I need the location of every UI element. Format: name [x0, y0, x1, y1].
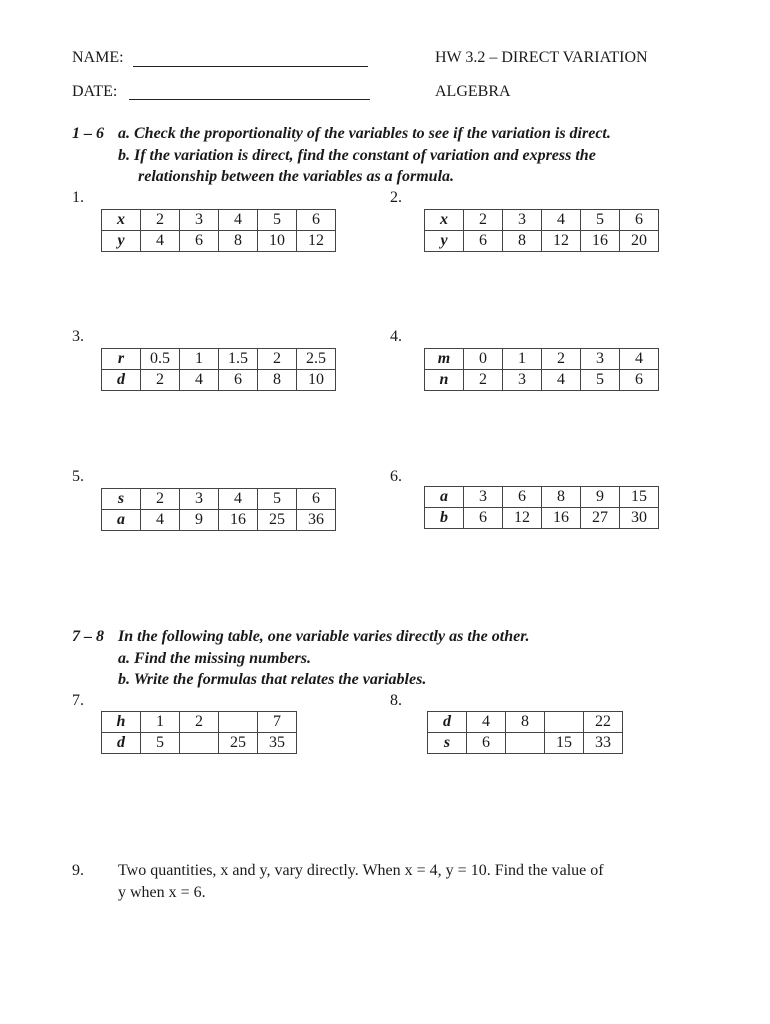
- table-cell: 25: [258, 510, 297, 531]
- table-cell: 22: [584, 712, 623, 733]
- table-cell: 4: [180, 370, 219, 391]
- table-cell: 2: [464, 370, 503, 391]
- section2-range: 7 – 8: [72, 628, 104, 645]
- table-cell: 3: [180, 210, 219, 231]
- variation-table-2: [424, 209, 659, 252]
- subject-label: ALGEBRA: [435, 83, 511, 100]
- table-cell: 4: [467, 712, 506, 733]
- variable-cell: d: [428, 712, 467, 733]
- variable-cell: r: [102, 349, 141, 370]
- table-cell: 5: [581, 370, 620, 391]
- table-cell: 4: [542, 210, 581, 231]
- table-cell: 8: [258, 370, 297, 391]
- table-cell: 9: [180, 510, 219, 531]
- table-cell: 6: [620, 370, 659, 391]
- table-cell: 3: [503, 370, 542, 391]
- variation-table-3: [101, 348, 336, 391]
- table-cell: 4: [219, 210, 258, 231]
- variable-cell: b: [425, 508, 464, 529]
- table-row: [425, 508, 659, 529]
- table-cell: 0.5: [141, 349, 180, 370]
- table-cell: 2: [464, 210, 503, 231]
- problem-number: 4.: [390, 328, 402, 345]
- table-row: [428, 733, 623, 754]
- table-cell: 2: [180, 712, 219, 733]
- variable-cell: x: [102, 210, 141, 231]
- table-row: [102, 733, 297, 754]
- table-cell: 8: [219, 231, 258, 252]
- table-cell: 2: [141, 489, 180, 510]
- table-row: [102, 712, 297, 733]
- table-row: [425, 210, 659, 231]
- table-cell: 3: [180, 489, 219, 510]
- hw-title: HW 3.2 – DIRECT VARIATION: [435, 49, 648, 66]
- table-cell: 6: [620, 210, 659, 231]
- table-cell: 20: [620, 231, 659, 252]
- table-cell: 10: [258, 231, 297, 252]
- problem-number: 2.: [390, 189, 402, 206]
- table-row: [102, 510, 336, 531]
- table-cell[interactable]: [506, 733, 545, 754]
- table-cell: 6: [180, 231, 219, 252]
- table-cell: 6: [467, 733, 506, 754]
- table-cell: 2: [141, 210, 180, 231]
- table-cell: 5: [258, 210, 297, 231]
- table-cell: 10: [297, 370, 336, 391]
- table-cell: 15: [620, 487, 659, 508]
- table-cell: 1.5: [219, 349, 258, 370]
- table-cell: 2.5: [297, 349, 336, 370]
- date-label: DATE:: [72, 83, 118, 100]
- variable-cell: h: [102, 712, 141, 733]
- table-cell: 27: [581, 508, 620, 529]
- section1-range: 1 – 6: [72, 125, 104, 142]
- table-cell: 2: [542, 349, 581, 370]
- table-cell: 3: [464, 487, 503, 508]
- table-cell[interactable]: [545, 712, 584, 733]
- table-cell: 6: [297, 210, 336, 231]
- problem-number: 5.: [72, 468, 84, 485]
- table-cell: 2: [141, 370, 180, 391]
- table-cell: 5: [141, 733, 180, 754]
- table-cell: 33: [584, 733, 623, 754]
- variable-cell: d: [102, 370, 141, 391]
- table-row: [425, 370, 659, 391]
- table-cell: 4: [620, 349, 659, 370]
- table-cell: 36: [297, 510, 336, 531]
- variable-cell: s: [428, 733, 467, 754]
- variable-cell: m: [425, 349, 464, 370]
- table-cell: 8: [506, 712, 545, 733]
- variation-table-1: [101, 209, 336, 252]
- table-cell: 35: [258, 733, 297, 754]
- variable-cell: y: [425, 231, 464, 252]
- section1-instruction-b-cont: relationship between the variables as a formula.: [138, 168, 455, 185]
- problem-number: 9.: [72, 862, 84, 879]
- table-row: [102, 349, 336, 370]
- section1-instruction-a: a. Check the proportionality of the variables to see if the variation is direct.: [118, 125, 611, 142]
- variable-cell: s: [102, 489, 141, 510]
- problem-number: 1.: [72, 189, 84, 206]
- table-row: [102, 489, 336, 510]
- variation-table-4: [424, 348, 659, 391]
- table-cell: 16: [581, 231, 620, 252]
- variable-cell: d: [102, 733, 141, 754]
- table-cell: 8: [542, 487, 581, 508]
- variation-table-5: [101, 488, 336, 531]
- table-cell: 3: [503, 210, 542, 231]
- table-cell: 9: [581, 487, 620, 508]
- variation-table-6: [424, 486, 659, 529]
- problem9-text-cont: y when x = 6.: [118, 884, 206, 901]
- table-row: [102, 210, 336, 231]
- table-cell: 12: [542, 231, 581, 252]
- table-cell: 5: [581, 210, 620, 231]
- table-cell: 16: [219, 510, 258, 531]
- table-cell: 30: [620, 508, 659, 529]
- table-row: [102, 231, 336, 252]
- table-row: [102, 370, 336, 391]
- variable-cell: a: [102, 510, 141, 531]
- section1-instruction-b: b. If the variation is direct, find the constant of variation and express the: [118, 147, 596, 164]
- table-cell[interactable]: [180, 733, 219, 754]
- table-cell[interactable]: [219, 712, 258, 733]
- table-row: [425, 349, 659, 370]
- table-row: [428, 712, 623, 733]
- table-cell: 1: [141, 712, 180, 733]
- table-cell: 6: [464, 231, 503, 252]
- table-row: [425, 231, 659, 252]
- name-label: NAME:: [72, 49, 124, 66]
- table-cell: 3: [581, 349, 620, 370]
- table-cell: 16: [542, 508, 581, 529]
- date-line[interactable]: [129, 99, 370, 100]
- section2-instruction-b: b. Write the formulas that relates the variables.: [118, 671, 427, 688]
- table-cell: 5: [258, 489, 297, 510]
- table-cell: 25: [219, 733, 258, 754]
- section2-instruction-a: a. Find the missing numbers.: [118, 650, 311, 667]
- table-cell: 15: [545, 733, 584, 754]
- table-cell: 4: [542, 370, 581, 391]
- table-cell: 4: [141, 231, 180, 252]
- name-line[interactable]: [133, 66, 368, 67]
- table-cell: 8: [503, 231, 542, 252]
- problem-number: 3.: [72, 328, 84, 345]
- table-cell: 12: [503, 508, 542, 529]
- table-cell: 6: [219, 370, 258, 391]
- variable-cell: y: [102, 231, 141, 252]
- variation-table-7: [101, 711, 297, 754]
- table-cell: 4: [219, 489, 258, 510]
- variable-cell: n: [425, 370, 464, 391]
- problem-number: 6.: [390, 468, 402, 485]
- section2-intro: In the following table, one variable varies directly as the other.: [118, 628, 530, 645]
- variable-cell: x: [425, 210, 464, 231]
- table-cell: 1: [503, 349, 542, 370]
- table-cell: 6: [297, 489, 336, 510]
- table-cell: 2: [258, 349, 297, 370]
- variation-table-8: [427, 711, 623, 754]
- problem-number: 7.: [72, 692, 84, 709]
- table-row: [425, 487, 659, 508]
- table-cell: 12: [297, 231, 336, 252]
- problem-number: 8.: [390, 692, 402, 709]
- table-cell: 6: [503, 487, 542, 508]
- table-cell: 1: [180, 349, 219, 370]
- table-cell: 7: [258, 712, 297, 733]
- variable-cell: a: [425, 487, 464, 508]
- problem9-text: Two quantities, x and y, vary directly. When x = 4, y = 10. Find the value of: [118, 862, 604, 879]
- table-cell: 4: [141, 510, 180, 531]
- table-cell: 6: [464, 508, 503, 529]
- table-cell: 0: [464, 349, 503, 370]
